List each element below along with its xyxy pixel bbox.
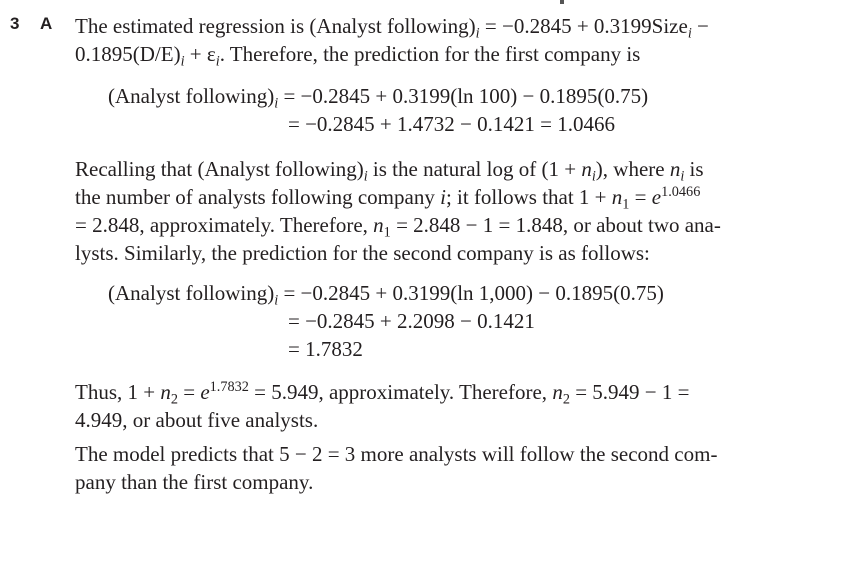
regression-intro-line2: $0.1895(D/E)_i + \varepsilon_i$. Therefore, the prediction for the first company is [75,42,641,70]
answer-option-label: A [40,14,53,33]
thus-paragraph-line1: Thus, $1 + n_2 = e^{1.7832} = 5.949$, approximately. Therefore, $n_2 = 5.949 - 1$ = [75,379,690,408]
conclusion-line2: pany than the first company. [75,470,314,494]
thus-paragraph-line2: 4.949, or about five analysts. [75,408,319,432]
conclusion-line1: The model predicts that 5 − 2 = 3 more analysts will follow the second com- [75,442,718,466]
regression-intro-line1: The estimated regression is (Analyst $following)_i = -0.2845$ + 0.3199Size$_i$ − [75,14,709,42]
prediction-eq1-line2: = −0.2845 + 1.4732 − 0.1421 = 1.0466 [288,112,615,136]
recall-paragraph-line2: the number of analysts following company i; it follows that $1 + n_1 = e^{1.0466}$ [75,184,701,213]
cropped-text-fragment [560,0,564,4]
question-number: 3 [10,14,20,33]
prediction-eq2-line3: = 1.7832 [288,337,363,361]
prediction-eq2-line1: (Analyst $following)_i = -0.2845 + 0.3199(\ln$ 1,000) − 0.1895(0.75) [108,281,664,309]
prediction-eq1-line1: (Analyst $following)_i = -0.2845 + 0.3199(\ln$ 100) − 0.1895(0.75) [108,84,649,112]
prediction-eq2-line2: = −0.2845 + 2.2098 − 0.1421 [288,309,535,333]
recall-paragraph-line4: lysts. Similarly, the prediction for the second company is as follows: [75,241,650,265]
recall-paragraph-line3: = 2.848, approximately. Therefore, $n_1 = 2.848 - 1 = 1.848$, or about two ana- [75,213,721,241]
recall-paragraph-line1: Recalling that (Analyst $following)_i$ is the natural log of $(1 + n_i)$, where $n_i$ is [75,157,704,185]
